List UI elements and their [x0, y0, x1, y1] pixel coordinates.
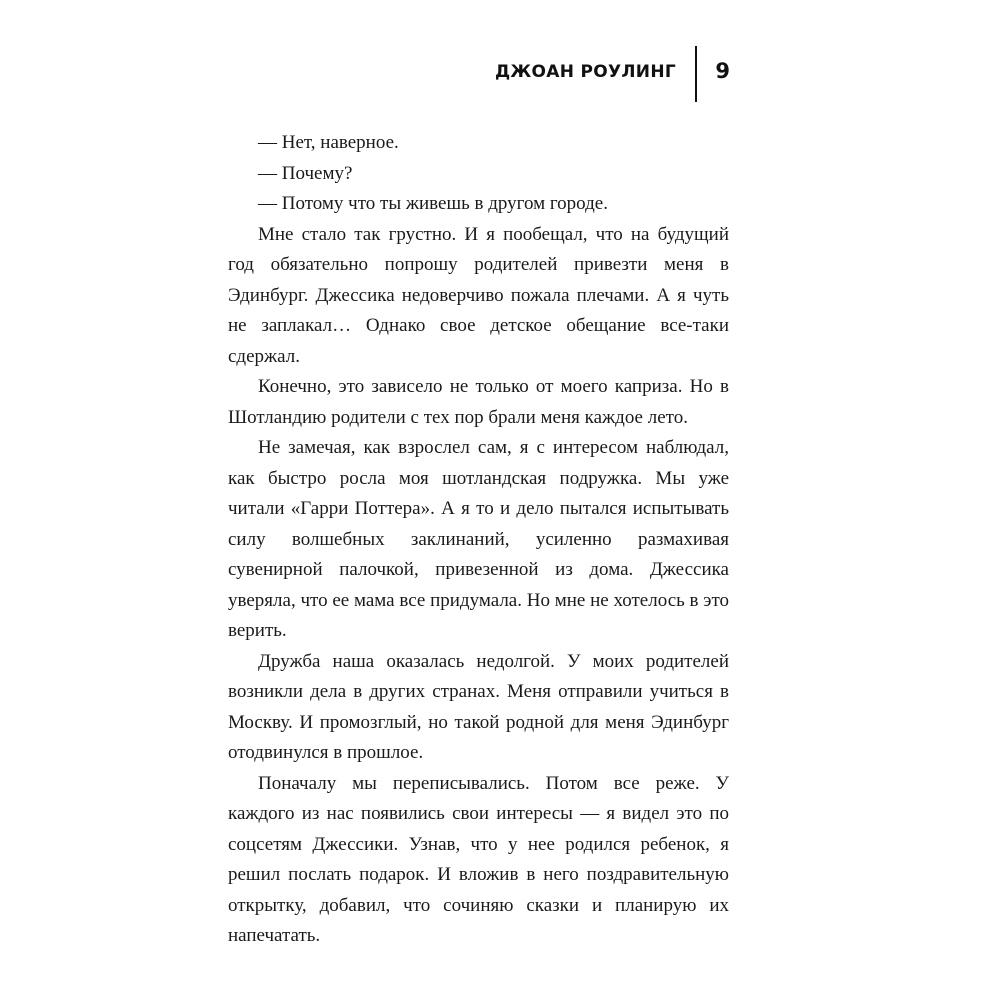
- paragraph-dialog-3: — Потому что ты живешь в другом городе.: [258, 193, 608, 214]
- paragraph-dialog-1: — Нет, наверное.: [258, 132, 399, 153]
- header-author: ДЖОАН РОУЛИНГ: [494, 62, 676, 82]
- running-header: [400, 46, 730, 102]
- body-text: [228, 128, 729, 952]
- paragraph: Дружба наша оказалась недолгой. У моих родителей возникли дела в других странах. Меня отправили учиться в Москву. И промозглый, но такой родной для меня Эдинбург отодвинулся в прошлое.: [228, 650, 729, 763]
- header-divider: [695, 46, 697, 102]
- paragraph: Конечно, это зависело не только от моего каприза. Но в Шотландию родители с тех пор брали меня каждое лето.: [228, 376, 729, 428]
- paragraph: Не замечая, как взрослел сам, я с интересом наблюдал, как быстро росла моя шотландская подружка. Мы уже читали «Гарри Поттера». А я то и дело пытался испытывать силу волшебных заклинаний, усиленно размахивая сувенирной палочкой, привезенной из дома. Джессика уверяла, что ее мама все придумала. Но мне не хотелось в это верить.: [228, 437, 729, 641]
- paragraph-dialog-2: — Почему?: [258, 162, 353, 184]
- paragraph: Мне стало так грустно. И я пообещал, что на будущий год обязательно попрошу родителей привезти меня в Эдинбург. Джессика недоверчиво пожала плечами. А я чуть не заплакал… Однако свое детское обещание все-таки сдержал.: [228, 223, 729, 367]
- page-number: 9: [715, 59, 730, 83]
- paragraph: Поначалу мы переписывались. Потом все реже. У каждого из нас появились свои интересы — я видел это по соцсетям Джессики. Узнав, что у нее родился ребенок, я решил послать подарок. И вложив в него поздравительную открытку, добавил, что сочиняю сказки и планирую их напечатать.: [228, 772, 729, 946]
